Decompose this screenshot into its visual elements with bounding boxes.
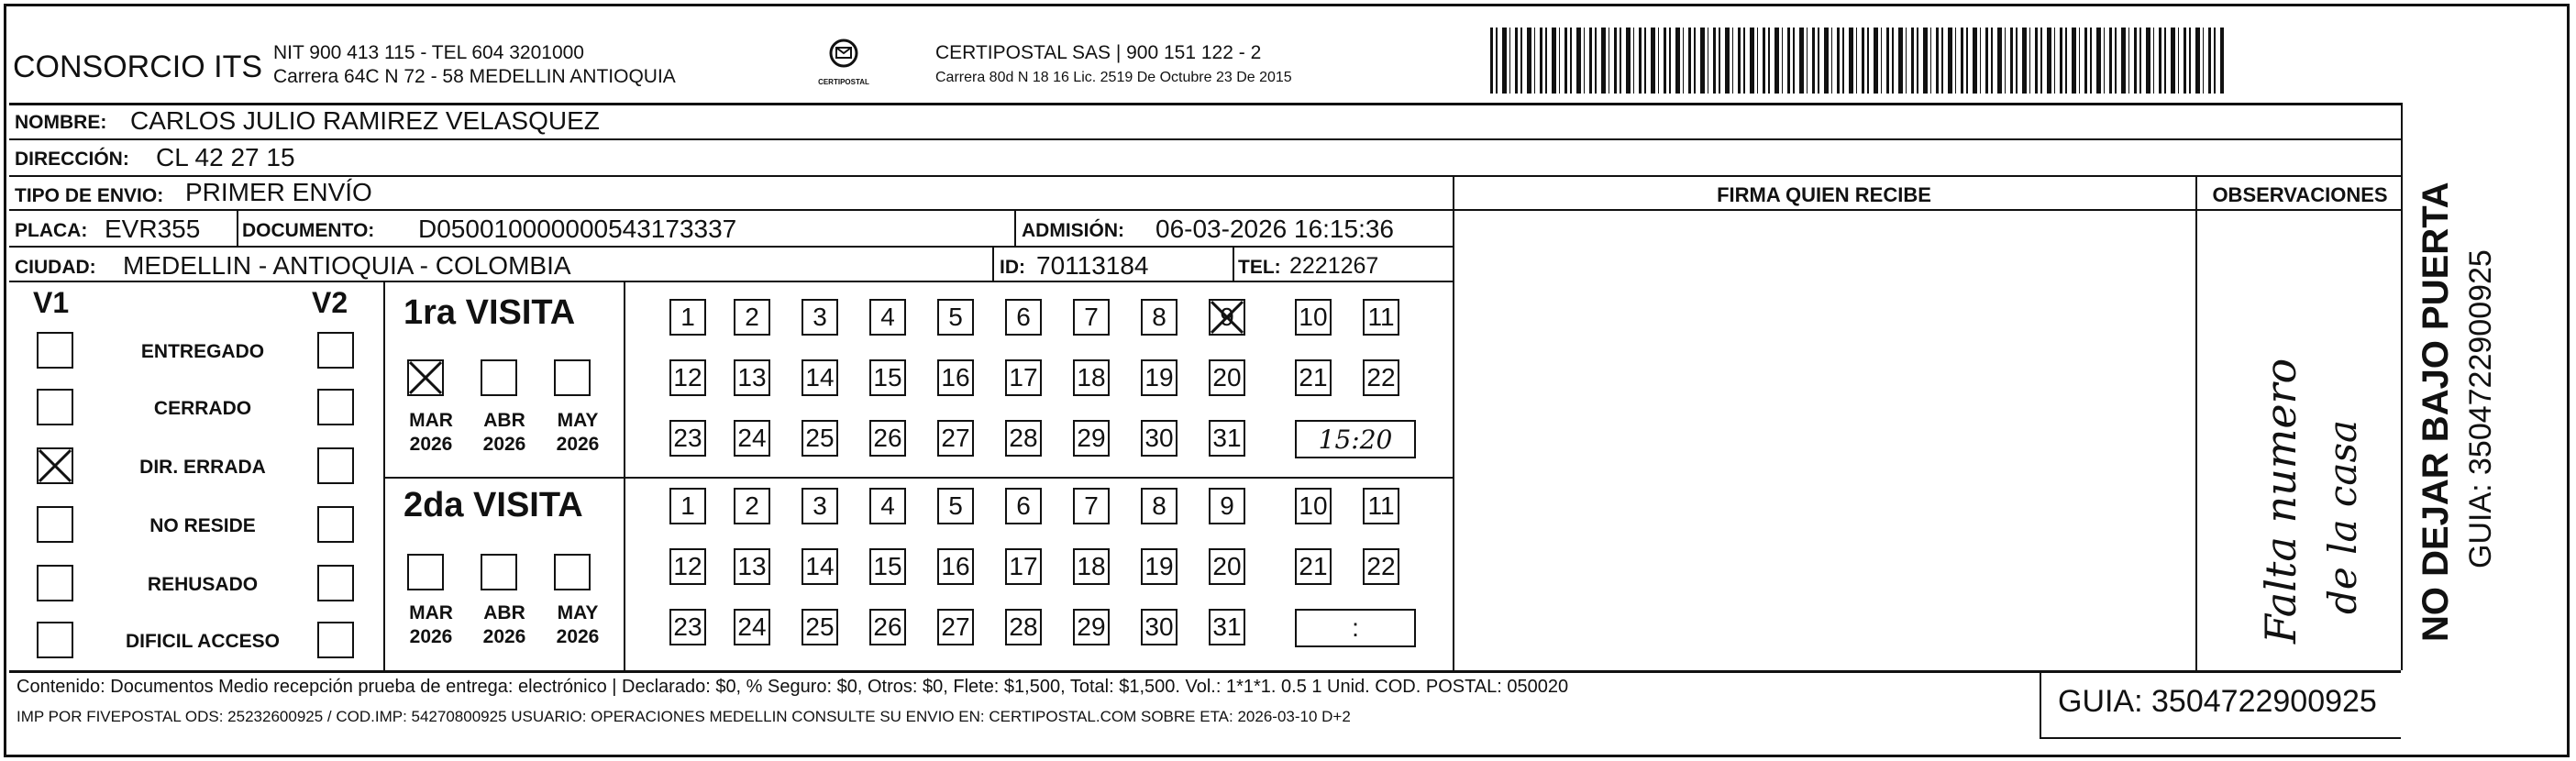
status-option-label: NO RESIDE <box>149 515 256 536</box>
visita1-day-box[interactable]: 21 <box>1295 359 1332 396</box>
visita2-day-box[interactable]: 29 <box>1073 609 1110 645</box>
status-option-label: ENTREGADO <box>140 341 265 362</box>
id-value: 70113184 <box>1036 251 1149 280</box>
carrier-address: Carrera 80d N 18 16 Lic. 2519 De Octubre 23 De 2015 <box>935 70 1292 85</box>
visita2-time-box[interactable]: : <box>1295 609 1416 647</box>
visita1-day-box[interactable]: 18 <box>1073 359 1110 396</box>
visita1-day-box[interactable]: 12 <box>669 359 706 396</box>
visita2-day-box[interactable]: 13 <box>734 548 770 585</box>
barcode <box>1490 28 2224 94</box>
visita1-day-box[interactable]: 27 <box>937 420 974 457</box>
documento-value: D050010000000543173337 <box>418 215 737 243</box>
visita2-month-label: MAR <box>409 602 453 623</box>
visita1-day-box[interactable]: 29 <box>1073 420 1110 457</box>
tipo-label: TIPO DE ENVIO: <box>15 185 164 206</box>
row-tipo <box>9 176 1449 209</box>
footer-imp: IMP POR FIVEPOSTAL ODS: 25232600925 / COD.IMP: 54270800925 USUARIO: OPERACIONES MEDELLIN CONSULTE SU ENVIO EN: CERTIPOSTAL.COM SOBRE ETA: 2026-03-10 D+2 <box>17 708 1351 725</box>
visita2-day-box[interactable]: 19 <box>1141 548 1177 585</box>
direccion-label: DIRECCIÓN: <box>15 149 129 170</box>
v2-checkbox[interactable] <box>317 622 354 658</box>
visita2-day-box[interactable]: 23 <box>669 609 706 645</box>
visita2-day-box[interactable]: 6 <box>1005 488 1042 524</box>
visita2-day-box[interactable]: 5 <box>937 488 974 524</box>
visita1-day-box[interactable]: 5 <box>937 299 974 336</box>
visita1-day-box[interactable]: 23 <box>669 420 706 457</box>
ciudad-label: CIUDAD: <box>15 257 96 278</box>
company-address: Carrera 64C N 72 - 58 MEDELLIN ANTIOQUIA <box>273 66 676 87</box>
row-placa <box>9 211 1449 246</box>
row-direccion <box>9 139 2401 174</box>
visita1-month-checkbox[interactable] <box>481 359 517 396</box>
visita2-day-box[interactable]: 24 <box>734 609 770 645</box>
observaciones-header: OBSERVACIONES <box>2212 183 2388 206</box>
visita2-month-label: MAY <box>557 602 599 623</box>
visita1-month-label: ABR <box>483 410 525 431</box>
visita2-month-label: ABR <box>483 602 525 623</box>
footer-content: Contenido: Documentos Medio recepción prueba de entrega: electrónico | Declarado: $0, % Seguro: $0, Otros: $0, Flete: $1,500, Total: $1,500. Vol.: 1*1*1. 0.5 1 Unid. COD. POSTAL: 050020 <box>17 677 1569 697</box>
visita2-day-box[interactable]: 28 <box>1005 609 1042 645</box>
id-label: ID: <box>1000 257 1025 278</box>
v2-label: V2 <box>312 286 348 319</box>
observation-handwriting-1: Falta numero <box>2256 358 2305 644</box>
visita1-day-box[interactable]: 10 <box>1295 299 1332 336</box>
visita1-day-box[interactable]: 26 <box>869 420 906 457</box>
visita1-day-box[interactable]: 8 <box>1141 299 1177 336</box>
visita2-day-box[interactable]: 9 <box>1209 488 1245 524</box>
visita1-day-box[interactable]: 1 <box>669 299 706 336</box>
visita1-time-box[interactable]: 15:20 <box>1295 420 1416 458</box>
visita2-day-box[interactable]: 7 <box>1073 488 1110 524</box>
visita2-day-box[interactable]: 25 <box>802 609 838 645</box>
visita1-day-box[interactable]: 4 <box>869 299 906 336</box>
visita1-day-box[interactable]: 28 <box>1005 420 1042 457</box>
visita1-day-box[interactable]: 17 <box>1005 359 1042 396</box>
visita2-day-box[interactable]: 16 <box>937 548 974 585</box>
visita2-year-label: 2026 <box>556 626 600 647</box>
admision-value: 06-03-2026 16:15:36 <box>1155 215 1394 243</box>
v1-checkbox[interactable] <box>37 622 73 658</box>
visita2-day-box[interactable]: 14 <box>802 548 838 585</box>
certipostal-logo <box>807 37 880 86</box>
visita2-year-label: 2026 <box>482 626 526 647</box>
visita1-day-box[interactable]: 15 <box>869 359 906 396</box>
status-option-label: CERRADO <box>153 398 252 419</box>
visita1-day-box[interactable]: 19 <box>1141 359 1177 396</box>
visita1-day-box[interactable]: 16 <box>937 359 974 396</box>
visita1-day-box[interactable]: 14 <box>802 359 838 396</box>
tel-value: 2221267 <box>1289 253 1379 279</box>
visita1-day-box[interactable]: 7 <box>1073 299 1110 336</box>
visita1-day-box[interactable]: 13 <box>734 359 770 396</box>
v2-checkbox[interactable] <box>317 565 354 601</box>
v1-checkbox[interactable] <box>37 447 73 484</box>
visita2-month-checkbox[interactable] <box>481 554 517 590</box>
visita2-day-box[interactable]: 4 <box>869 488 906 524</box>
v2-checkbox[interactable] <box>317 447 354 484</box>
visita1-day-box[interactable]: 30 <box>1141 420 1177 457</box>
tel-label: TEL: <box>1238 257 1281 278</box>
visita2-day-box[interactable]: 27 <box>937 609 974 645</box>
visita2-day-box[interactable]: 18 <box>1073 548 1110 585</box>
visita2-day-box[interactable]: 2 <box>734 488 770 524</box>
v1-checkbox[interactable] <box>37 389 73 425</box>
visita1-month-checkbox[interactable] <box>554 359 591 396</box>
logo-text: CERTIPOSTAL <box>818 78 869 86</box>
v1-checkbox[interactable] <box>37 565 73 601</box>
footer-guia: GUIA: 3504722900925 <box>2058 684 2377 719</box>
visita1-day-box[interactable]: 31 <box>1209 420 1245 457</box>
v2-checkbox[interactable] <box>317 332 354 369</box>
row-nombre <box>9 103 2401 138</box>
visita2-day-box[interactable]: 8 <box>1141 488 1177 524</box>
nombre-label: NOMBRE: <box>15 112 107 133</box>
company-nit: NIT 900 413 115 - TEL 604 3201000 <box>273 42 584 63</box>
visita1-year-label: 2026 <box>482 434 526 455</box>
visita1-month-label: MAY <box>557 410 599 431</box>
visita1-day-box[interactable]: 9 <box>1209 299 1245 336</box>
v1-label: V1 <box>33 286 70 319</box>
visita2-day-box[interactable]: 20 <box>1209 548 1245 585</box>
visita1-day-box[interactable]: 25 <box>802 420 838 457</box>
side-guia: GUIA: 3504722900925 <box>2463 249 2498 568</box>
visita1-year-label: 2026 <box>409 434 453 455</box>
visita2-year-label: 2026 <box>409 626 453 647</box>
v1-checkbox[interactable] <box>37 332 73 369</box>
visita1-month-checkbox[interactable] <box>407 359 444 396</box>
visita2-day-box[interactable]: 21 <box>1295 548 1332 585</box>
ciudad-value: MEDELLIN - ANTIOQUIA - COLOMBIA <box>123 251 571 280</box>
placa-label: PLACA: <box>15 220 88 241</box>
visita1-day-box[interactable]: 20 <box>1209 359 1245 396</box>
visita2-day-box[interactable]: 10 <box>1295 488 1332 524</box>
visita2-day-box[interactable]: 17 <box>1005 548 1042 585</box>
visita2-day-box[interactable]: 26 <box>869 609 906 645</box>
direccion-value: CL 42 27 15 <box>156 143 295 171</box>
visita1-day-box[interactable]: 22 <box>1363 359 1399 396</box>
nombre-value: CARLOS JULIO RAMIREZ VELASQUEZ <box>130 106 600 135</box>
visita2-day-box[interactable]: 3 <box>802 488 838 524</box>
status-option-label: DIFICIL ACCESO <box>125 631 280 652</box>
status-option-label: DIR. ERRADA <box>139 457 266 478</box>
placa-value: EVR355 <box>105 215 201 243</box>
visita2-day-box[interactable]: 30 <box>1141 609 1177 645</box>
visita1-year-label: 2026 <box>556 434 600 455</box>
tipo-value: PRIMER ENVÍO <box>185 178 372 206</box>
visita1-day-box[interactable]: 6 <box>1005 299 1042 336</box>
v2-checkbox[interactable] <box>317 506 354 543</box>
visita2-title: 2da VISITA <box>404 486 583 524</box>
v2-checkbox[interactable] <box>317 389 354 425</box>
status-option-label: REHUSADO <box>147 574 259 595</box>
visita1-title: 1ra VISITA <box>404 293 576 332</box>
visita2-day-box[interactable]: 11 <box>1363 488 1399 524</box>
visita1-day-box[interactable]: 2 <box>734 299 770 336</box>
carrier-name: CERTIPOSTAL SAS | 900 151 122 - 2 <box>935 42 1262 63</box>
visita1-day-box[interactable]: 3 <box>802 299 838 336</box>
documento-label: DOCUMENTO: <box>242 220 375 241</box>
visita2-day-box[interactable]: 22 <box>1363 548 1399 585</box>
side-title: NO DEJAR BAJO PUERTA <box>2416 182 2456 642</box>
visita2-day-box[interactable]: 15 <box>869 548 906 585</box>
visita2-day-box[interactable]: 1 <box>669 488 706 524</box>
firma-header: FIRMA QUIEN RECIBE <box>1717 183 1931 206</box>
visita2-day-box[interactable]: 31 <box>1209 609 1245 645</box>
v1-checkbox[interactable] <box>37 506 73 543</box>
visita2-month-checkbox[interactable] <box>554 554 591 590</box>
visita1-day-box[interactable]: 11 <box>1363 299 1399 336</box>
admision-label: ADMISIÓN: <box>1022 220 1124 241</box>
visita2-day-box[interactable]: 12 <box>669 548 706 585</box>
visita2-month-checkbox[interactable] <box>407 554 444 590</box>
visita1-day-box[interactable]: 24 <box>734 420 770 457</box>
observation-handwriting-2: de la casa <box>2320 419 2365 614</box>
company-name: CONSORCIO ITS <box>13 50 263 84</box>
visita1-month-label: MAR <box>409 410 453 431</box>
